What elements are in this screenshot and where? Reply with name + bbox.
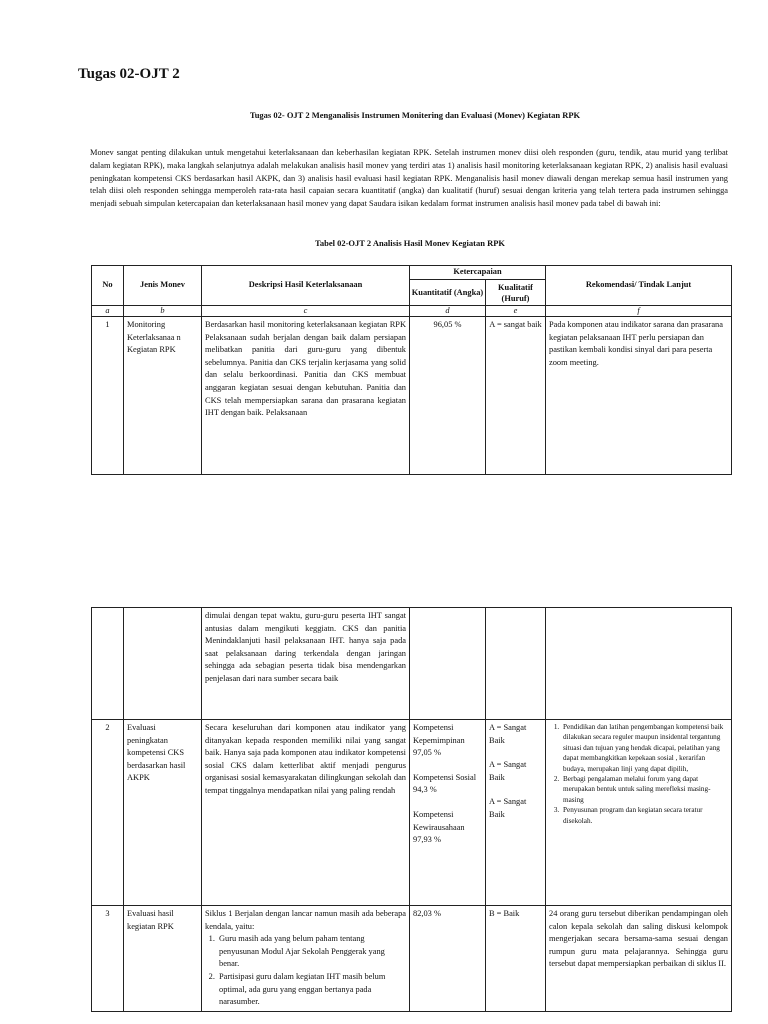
- row1-cont-kualitatif: [486, 608, 546, 720]
- document-subtitle: Tugas 02- OJT 2 Menganalisis Instrumen Monitering dan Evaluasi (Monev) Kegiatan RPK: [249, 110, 581, 120]
- letter-a: a: [92, 306, 124, 317]
- monev-table-part1: [91, 265, 732, 475]
- table-row: [92, 720, 732, 906]
- row3-deskripsi-intro: Siklus 1 Berjalan dengan lancar namun masih ada beberapa kendala, yaitu:: [205, 909, 406, 931]
- row2-kuantitatif-kewirausahaan: Kompetensi Kewirausahaan 97,93 %: [413, 809, 465, 845]
- row1-kuantitatif: 96,05 %: [410, 317, 486, 475]
- letter-d: d: [410, 306, 486, 317]
- header-jenis-monev: Jenis Monev: [124, 266, 202, 306]
- letter-e: e: [486, 306, 546, 317]
- row2-kualitatif: [486, 720, 546, 906]
- row2-rekomendasi: [546, 720, 732, 906]
- row3-kuantitatif: 82,03 %: [410, 906, 486, 1012]
- header-deskripsi: Deskripsi Hasil Keterlaksanaan: [202, 266, 410, 306]
- row2-deskripsi: Secara keseluruhan dari komponen atau indikator yang ditanyakan kepada responden memiliki nilai yang sangat baik. Hanya saja pada komponen atau indikator kompetensi sosial CKS dalam ketterlibat aktif menjadi pengurus organisasi sosial kemasyarakatan dilingkungan sekolah dan tempat tinggalnya mendapatkan nilai yang paling rendah: [202, 720, 410, 906]
- row3-kualitatif: B = Baik: [486, 906, 546, 1012]
- row1-deskripsi: Berdasarkan hasil monitoring keterlaksanaan kegiatan RPK Pelaksanaan sudah berjalan dengan baik dalam persiapan melibatkan panitia dari guru-guru yang dibentuk sebelumnya. Panitia dan CKS terjalin kerjasama yang solid dan selalu berkoordinasi. Panitia dan CKS membuat anggaran kegiatan sesuai dengan kebutuhan. Panitia dan CKS telah mempersiapkan sarana dan prasarana kegiatan IHT dengan baik. Pelaksanaan: [202, 317, 410, 475]
- row1-cont-kuantitatif: [410, 608, 486, 720]
- row2-no: 2: [92, 720, 124, 906]
- row2-rekomendasi-item: 3. Penyusunan program dan kegiatan secara teratur disekolah.: [561, 805, 728, 826]
- monev-table-part2: [91, 607, 732, 1012]
- row3-deskripsi: [202, 906, 410, 1012]
- row2-kualitatif-2: A = Sangat Baik: [489, 760, 527, 782]
- row3-deskripsi-item: 2. Partisipasi guru dalam kegiatan IHT masih belum optimal, ada guru yang enggan bertanya pada narasumber.: [217, 971, 406, 1009]
- row1-jenis: Monitoring Keterlaksanaa n Kegiatan RPK: [124, 317, 202, 475]
- row2-kuantitatif-sosial: Kompetensi Sosial 94,3 %: [413, 772, 477, 795]
- row3-no: 3: [92, 906, 124, 1012]
- row1-rekomendasi: Pada komponen atau indikator sarana dan prasarana kegiatan pelaksanaan IHT perlu persiapan dan pastikan kembali kondisi sinyal dari para peserta zoom meeting.: [546, 317, 732, 475]
- header-ketercapaian: Ketercapaian: [410, 266, 546, 280]
- row3-deskripsi-item: 1. Guru masih ada yang belum paham tentang penyusunan Modul Ajar Sekolah Penggerak yang benar.: [217, 933, 406, 971]
- row2-jenis: Evaluasi peningkatan kompetensi CKS berdasarkan hasil AKPK: [124, 720, 202, 906]
- intro-paragraph: Monev sangat penting dilakukan untuk mengetahui keterlaksanaan dan keberhasilan kegiatan RPK. Setelah instrumen monev diisi oleh responden (guru, tendik, atau murid yang terlibat dalam kegiatan RPK), maka langkah selanjutnya adalah melakukan analisis hasil monev yang terdiri atas 1) analisis hasil monitoring keterlaksanaan kegiatan RPK, 2) analisis hasil evaluasi peningkatan kompetensi CKS berdasarkan hasil AKPK, dan 3) analisis hasil evaluasi hasil kegiatan RPK. Menganalisis hasil monev diawali dengan merekap semua hasil instrumen yang telah diisi oleh responden sehingga memperoleh rata-rata hasil capaian secara kuantitatif (angka) dan kualitatif (huruf) sesuai dengan kriteria yang telah tertera pada instrumen sehingga menjadi sebuah simpulan ketercapaian dan keterlaksanaan hasil monev yang dapat Saudara isikan kedalam format instrumen analisis hasil monev pada tabel di bawah ini:: [90, 148, 728, 209]
- row2-kualitatif-1: A = Sangat Baik: [489, 723, 527, 745]
- table-row: [92, 317, 732, 475]
- row2-kuantitatif: [410, 720, 486, 906]
- row3-jenis: Evaluasi hasil kegiatan RPK: [124, 906, 202, 1012]
- table-row: [92, 906, 732, 1012]
- row2-rekomendasi-item: 2. Berbagi pengalaman melalui forum yang dapat merupakan bentuk untuk saling merefleksi masing-masing: [561, 774, 728, 805]
- row1-deskripsi-cont: dimulai dengan tepat waktu, guru-guru peserta IHT sangat antusias dalam mengikuti keggiatn. CKS dan panitia Menindaklanjuti hasil pelaksanaan IHT. hanya saja pada saat pelaksanaan daring terkendala dengan jaringan sehingga ada sebagian peserta tidak bisa mendengarkan penjelasan dari nara sumber secara baik: [202, 608, 410, 720]
- letter-f: f: [546, 306, 732, 317]
- header-rekomendasi: Rekomendasi/ Tindak Lanjut: [546, 266, 732, 306]
- row2-rekomendasi-item: 1. Pendidikan dan latihan pengembangan kompetensi baik dilakukan secara reguler maupun insidental tergantung situasi dan tujuan yang hendak dicapai, pelatihan yang dapat membangkitkan kepekaan sosial , kerarifan budaya, merupakan linji yang dapat dipilih,: [561, 722, 728, 774]
- row1-no: 1: [92, 317, 124, 475]
- page-title: Tugas 02-OJT 2: [78, 66, 180, 82]
- letter-c: c: [202, 306, 410, 317]
- row1-cont-jenis: [124, 608, 202, 720]
- row3-rekomendasi: 24 orang guru tersebut diberikan pendampingan oleh calon kepala sekolah dan saling diskusi kelompok mengerjakan secara bersama-sama sesuai dengan rumpun guru mata pelajarannya. Sehingga guru tersebut dapat mempersiapkan perbaikan di siklus II.: [546, 906, 732, 1012]
- row2-kuantitatif-kepemimpinan: Kompetensi Kepemimpinan 97,05 %: [413, 723, 465, 758]
- table-row: [92, 608, 732, 720]
- row2-kualitatif-3: A = Sangat Baik: [489, 797, 527, 819]
- table-caption: Tabel 02-OJT 2 Analisis Hasil Monev Kegiatan RPK: [314, 238, 506, 248]
- header-no: No: [92, 266, 124, 306]
- letter-b: b: [124, 306, 202, 317]
- row1-cont-no: [92, 608, 124, 720]
- header-kualitatif: Kualitatif (Huruf): [486, 280, 546, 306]
- row1-cont-rekomendasi: [546, 608, 732, 720]
- header-kuantitatif: Kuantitatif (Angka): [410, 280, 486, 306]
- row1-kualitatif: A = sangat baik: [486, 317, 546, 475]
